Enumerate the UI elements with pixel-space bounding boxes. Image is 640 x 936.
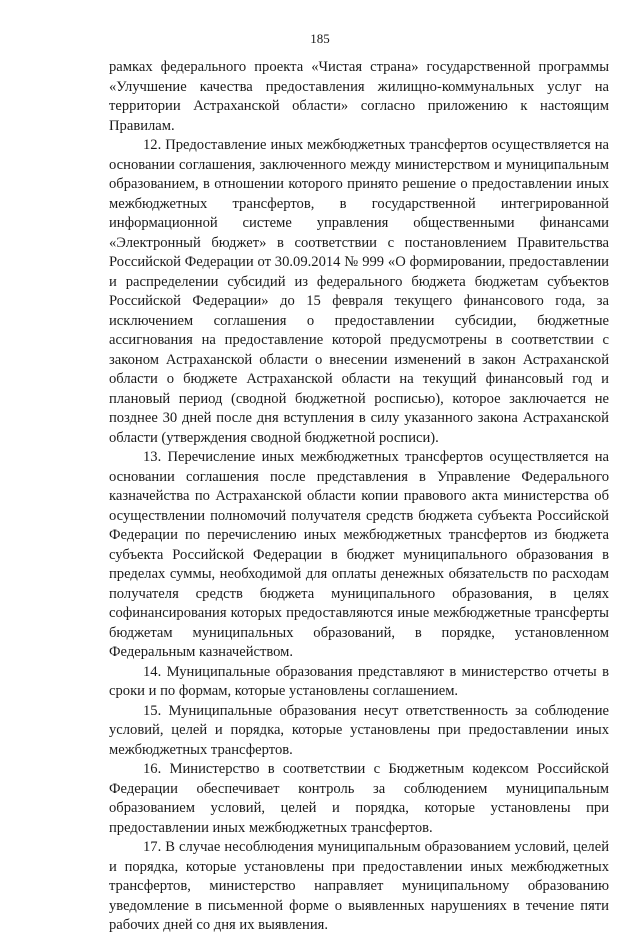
paragraph-13: 13. Перечисление иных межбюджетных трансфертов осуществляется на основании соглашения после представления в Управление Федерального казначейства по Астраханской области копии правового акта министерства об осуществлении полномочий получателя средств бюджета субъекта Российской Федерации по перечислению иных межбюджетных трансфертов из бюджета субъекта Российской Федерации в бюджет муниципального образования в пределах суммы, необходимой для оплаты денежных обязательств по расходам получателя средств бюджета муниципального образования, в целях софинансирования которых предоставляются иные межбюджетные трансферты бюджетам муниципальных образований, в порядке, установленном Федеральным казначейством. <box>109 449 609 660</box>
paragraph-12: 12. Предоставление иных межбюджетных трансфертов осуществляется на основании соглашения, заключенного между министерством и муниципальным образованием, в отношении которого принято решение о предоставлении иных межбюджетных трансфертов, в государственной интегрированной информационной системе управления общественными финансами «Электронный бюджет» в соответствии с постановлением Правительства Российской Федерации от 30.09.2014 № 999 «О формировании, предоставлении и распределении субсидий из федерального бюджета бюджетам субъектов Российской Федерации» до 15 февраля текущего финансового года, за исключением соглашения о предоставлении субсидии, бюджетные ассигнования на предоставление которой предусмотрены в соответствии с законом Астраханской области о внесении изменений в закон Астраханской области о бюджете Астраханской области на текущий финансовый год и плановый период (сводной бюджетной росписью), которое заключается не позднее 30 дней после дня вступления в силу указанного закона Астраханской области (утверждения сводной бюджетной росписи). <box>109 137 609 446</box>
page-number: 185 <box>310 31 330 46</box>
paragraph-16: 16. Министерство в соответствии с Бюджетным кодексом Российской Федерации обеспечивает контроль за соблюдением муниципальным образованием условий, целей и порядка, которые установлены при предоставлении иных межбюджетных трансфертов. <box>109 761 609 836</box>
paragraph-15: 15. Муниципальные образования несут ответственность за соблюдение условий, целей и порядка, которые установлены при предоставлении иных межбюджетных трансфертов. <box>109 702 609 758</box>
paragraph-17: 17. В случае несоблюдения муниципальным образованием условий, целей и порядка, которые установлены при предоставлении иных межбюджетных трансфертов, министерство направляет муниципальному образованию уведомление в письменной форме о выявленных нарушениях в течение пяти рабочих дней со дня их выявления. <box>109 839 609 933</box>
document-body <box>109 58 609 936</box>
paragraph-14: 14. Муниципальные образования представляют в министерство отчеты в сроки и по формам, которые установлены соглашением. <box>109 663 609 699</box>
paragraph-continuation: рамках федерального проекта «Чистая страна» государственной программы «Улучшение качества предоставления жилищно-коммунальных услуг на территории Астраханской области» согласно приложению к настоящим Правилам. <box>109 59 609 134</box>
